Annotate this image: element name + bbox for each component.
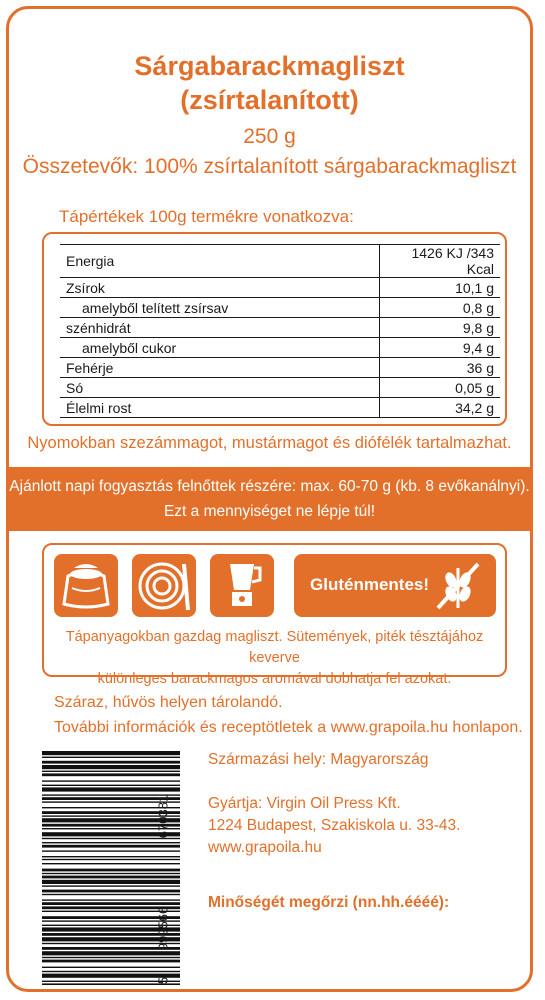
dough-mixing-icon	[132, 554, 196, 617]
nutrient-label: Zsírok	[60, 278, 380, 298]
nutrient-value: 1426 KJ /343 Kcal	[380, 245, 501, 278]
nutrient-label: Energia	[60, 245, 380, 278]
manufacturer-address: 1224 Budapest, Szakiskola u. 33-43.	[208, 817, 461, 834]
table-row	[60, 378, 500, 398]
nutrition-box	[42, 232, 507, 426]
allergen-trace-note: Nyomokban szezámmagot, mustármagot és diófélék tartalmazhat.	[27, 434, 512, 452]
nutrition-heading: Tápértékek 100g termékre vonatkozva:	[59, 207, 354, 226]
blender-icon	[210, 554, 274, 617]
product-subtitle: (zsírtalanított)	[180, 85, 359, 115]
usage-line: különleges barackmagos aromával dobhatja fel azokat.	[97, 671, 452, 687]
best-before: Minőségét megőrzi (nn.hh.éééé):	[208, 894, 450, 911]
manufacturer-info	[208, 793, 460, 859]
nutrient-label: Só	[60, 378, 380, 398]
barcode-digit-group: 670381	[155, 794, 171, 839]
gluten-free-label: Gluténmentes!	[310, 575, 430, 594]
storage-info	[54, 690, 523, 740]
nutrient-value: 34,2 g	[380, 398, 501, 418]
nutrient-value: 0,8 g	[380, 298, 501, 318]
net-weight: 250 g	[243, 125, 296, 148]
barcode-digit-group: 999566	[155, 906, 171, 951]
table-row	[60, 245, 500, 278]
nutrient-value: 10,1 g	[380, 278, 501, 298]
recommendation-band	[9, 467, 530, 531]
gluten-free-badge	[294, 554, 496, 617]
nutrition-table	[60, 244, 500, 418]
nutrient-value: 36 g	[380, 358, 501, 378]
table-row	[60, 338, 500, 358]
nutrient-label: Fehérje	[60, 358, 380, 378]
ingredients: Összetevők: 100% zsírtalanított sárgabarackmagliszt	[22, 155, 517, 178]
nutrient-label: amelyből cukor	[60, 338, 380, 358]
nutrient-label: amelyből telített zsírsav	[60, 298, 380, 318]
nutrient-value: 9,4 g	[380, 338, 501, 358]
manufacturer-name: Gyártja: Virgin Oil Press Kft.	[208, 795, 401, 812]
table-row	[60, 298, 500, 318]
origin: Származási hely: Magyarország	[208, 751, 429, 768]
icons-box	[42, 543, 507, 687]
website-link[interactable]: www.grapoila.hu	[208, 839, 322, 856]
recommendation-warning: Ezt a mennyiséget ne lépje túl!	[163, 503, 376, 520]
nutrient-value: 0,05 g	[380, 378, 501, 398]
recommendation-line: Ajánlott napi fogyasztás felnőttek részére: max. 60-70 g (kb. 8 evőkanálnyi).	[9, 478, 530, 495]
label-frame	[6, 6, 533, 992]
nutrient-value: 9,8 g	[380, 318, 501, 338]
table-row	[60, 278, 500, 298]
table-row	[60, 358, 500, 378]
table-row	[60, 318, 500, 338]
nutrient-label: szénhidrát	[60, 318, 380, 338]
usage-line: Tápanyagokban gazdag magliszt. Sütemények, piték tésztájához keverve	[65, 629, 484, 666]
nutrient-label: Élelmi rost	[60, 398, 380, 418]
storage-line: Száraz, hűvös helyen tárolandó.	[54, 694, 283, 711]
flour-sack-icon	[54, 554, 118, 617]
usage-description	[44, 627, 505, 690]
table-row	[60, 398, 500, 418]
no-wheat-icon	[430, 558, 486, 614]
barcode-digit-prefix: 5	[155, 976, 171, 985]
product-title: Sárgabarackmagliszt	[134, 51, 405, 81]
barcode-digits	[153, 751, 169, 985]
more-info-line: További információk és receptötletek a www.grapoila.hu honlapon.	[54, 719, 523, 736]
